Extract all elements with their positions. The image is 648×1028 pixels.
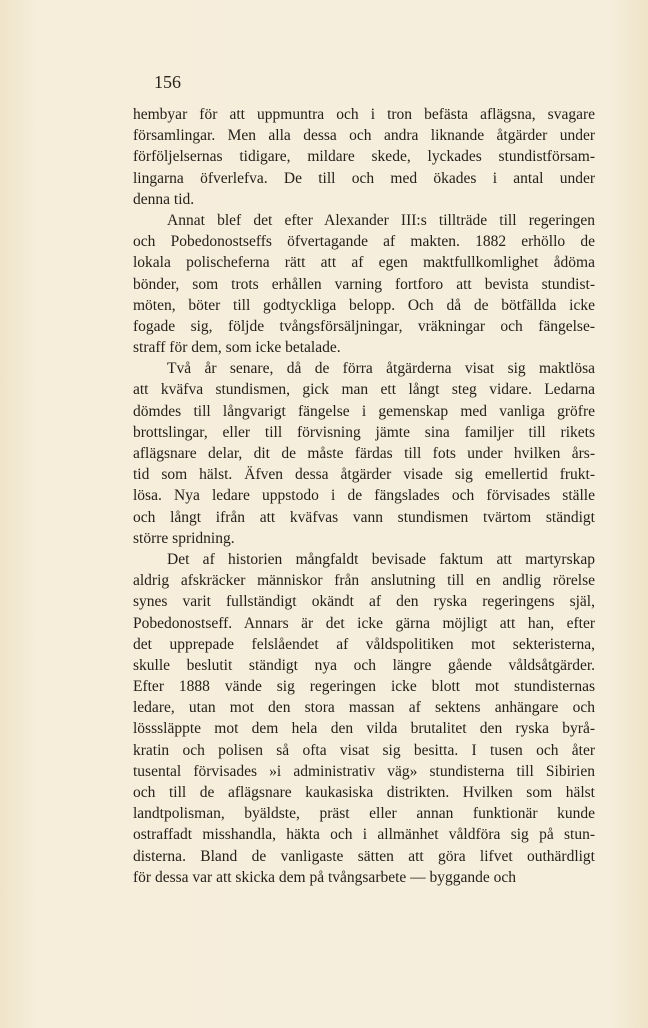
text-line: fogade sig, följde tvångsförsäljningar, vräkningar och fängelse-: [133, 317, 595, 335]
text-line: att kväfva stundismen, gick man ett långt steg vidare. Ledarna: [133, 381, 595, 399]
text-line: hembyar för att uppmuntra och i tron befästa aflägsna, svagare: [133, 106, 595, 123]
body-text: [133, 104, 595, 888]
text-line: aldrig afskräcker människor från anslutning till en andlig rörelse: [133, 572, 595, 590]
text-line: för dessa var att skicka dem på tvångsarbete — byggande och: [133, 868, 517, 886]
text-line: bönder, som trots erhållen varning fortforo att bevista stundist-: [133, 275, 595, 293]
text-line: brottslingar, eller till förvisning jämte sina familjer till rikets: [133, 423, 595, 441]
text-line: större spridning.: [133, 529, 235, 547]
text-line: Två år senare, då de förra åtgärderna visat sig maktlösa: [167, 360, 595, 378]
text-line: disterna. Bland de vanligaste sätten att göra lifvet outhärdligt: [133, 847, 595, 865]
text-line: Det af historien mångfaldt bevisade faktum att martyrskap: [167, 550, 595, 568]
text-line: och långt ifrån att kväfvas vann stundismen tvärtom ständigt: [133, 508, 595, 526]
text-line: skulle beslutit ständigt nya och längre gående våldsåtgärder.: [133, 656, 595, 674]
text-line: straff för dem, som icke betalade.: [133, 339, 341, 357]
text-line: synes varit fullständigt okändt af den ryska regeringens själ,: [133, 593, 595, 611]
text-line: landtpolisman, byäldste, präst eller annan funktionär kunde: [133, 805, 595, 823]
text-line: Efter 1888 vände sig regeringen icke blott mot stundisternas: [133, 678, 595, 696]
text-line: lösssläppte mot dem hela den vilda brutalitet den ryska byrå-: [133, 720, 595, 738]
text-line: lösa. Nya ledare uppstodo i de fängslades och förvisades ställe: [133, 487, 595, 505]
text-line: lokala polischeferna rätt att af egen maktfullkomlighet ådöma: [133, 254, 595, 272]
page-number: 156: [154, 72, 181, 92]
text-line: och Pobedonostseffs öfvertagande af makten. 1882 erhöllo de: [133, 233, 595, 251]
text-line: aflägsnare delar, dit de måste färdas till fots under hvilken års-: [133, 445, 595, 462]
text-line: ostraffadt misshandla, häkta och i allmänhet våldföra sig på stun-: [133, 826, 595, 844]
text-line: förföljelsernas tidigare, mildare skede, lyckades stundistförsam-: [133, 148, 595, 166]
text-line: församlingar. Men alla dessa och andra liknande åtgärder under: [133, 127, 595, 145]
text-line: det upprepade felslåendet af våldspolitiken mot sekteristerna,: [133, 635, 595, 653]
text-line: Pobedonostseff. Annars är det icke gärna möjligt att han, efter: [133, 614, 595, 632]
text-line: kratin och polisen så ofta visat sig besitta. I tusen och åter: [133, 741, 595, 759]
text-line: denna tid.: [133, 190, 195, 208]
text-line: lingarna öfverlefva. De till och med ökades i antal under: [133, 169, 595, 187]
text-line: tid som hälst. Äfven dessa åtgärder visade sig emellertid frukt-: [133, 466, 595, 484]
text-line: tusental förvisades »i administrativ väg» stundisterna till Sibirien: [133, 762, 595, 780]
text-line: dömdes till långvarigt fängelse i gemenskap med vanliga gröfre: [133, 402, 595, 420]
text-line: ledare, utan mot den stora massan af sektens anhängare och: [133, 699, 595, 717]
text-line: möten, böter till godtyckliga belopp. Och då de bötfällda icke: [133, 296, 595, 314]
text-line: Annat blef det efter Alexander III:s tillträde till regeringen: [167, 211, 595, 229]
text-line: och till de aflägsnare kaukasiska distrikten. Hvilken som hälst: [133, 784, 595, 801]
